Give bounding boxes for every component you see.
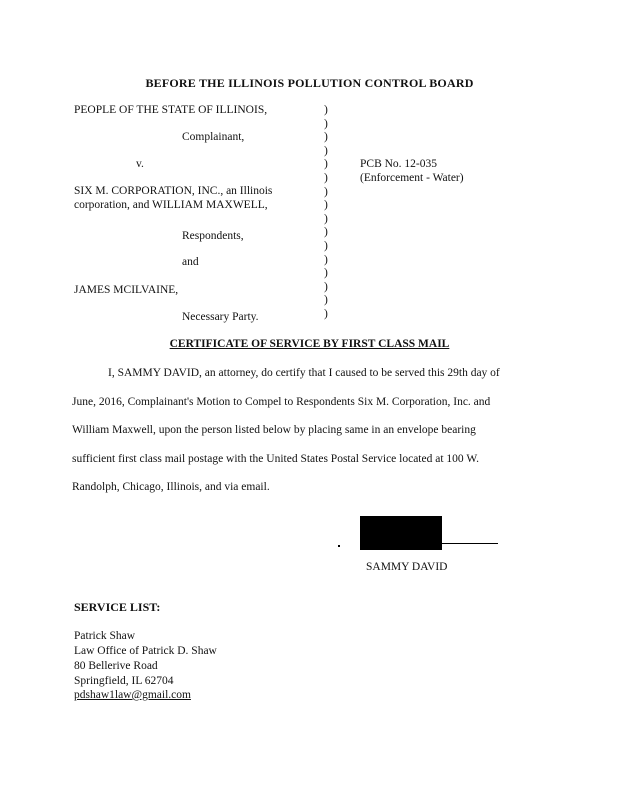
and-label: and	[182, 256, 199, 268]
plaintiff-role: Complainant,	[182, 131, 245, 143]
paren: )	[324, 117, 328, 130]
paren: )	[324, 199, 328, 212]
signature-mark	[338, 545, 340, 547]
plaintiff-name: PEOPLE OF THE STATE OF ILLINOIS,	[74, 104, 268, 116]
certificate-title: CERTIFICATE OF SERVICE BY FIRST CLASS MAIL	[169, 338, 450, 350]
paren: )	[324, 253, 328, 266]
case-type: (Enforcement - Water)	[360, 172, 464, 184]
necessary-party-name: JAMES MCILVAINE,	[74, 284, 179, 296]
body-line-1: I, SAMMY DAVID, an attorney, do certify that I caused to be served this 29th day of	[108, 367, 500, 379]
caption-paren-column	[324, 104, 328, 322]
body-line-5: Randolph, Chicago, Illinois, and via email.	[72, 481, 270, 493]
service-street: 80 Bellerive Road	[74, 660, 158, 672]
service-name: Patrick Shaw	[74, 630, 136, 642]
signature-redaction	[360, 516, 442, 550]
paren: )	[324, 131, 328, 144]
defendant-line-2: corporation, and WILLIAM MAXWELL,	[74, 199, 268, 211]
body-line-2: June, 2016, Complainant's Motion to Compel to Respondents Six M. Corporation, Inc. and	[72, 396, 491, 408]
defendant-line-1: SIX M. CORPORATION, INC., an Illinois	[74, 185, 273, 197]
paren: )	[324, 185, 328, 198]
paren: )	[324, 280, 328, 293]
paren: )	[324, 294, 328, 307]
versus-label: v.	[136, 158, 144, 170]
necessary-party-role: Necessary Party.	[182, 311, 259, 323]
paren: )	[324, 212, 328, 225]
signer-name: SAMMY DAVID	[366, 561, 448, 573]
paren: )	[324, 307, 328, 320]
service-firm: Law Office of Patrick D. Shaw	[74, 645, 217, 657]
paren: )	[324, 267, 328, 280]
case-number: PCB No. 12-035	[360, 158, 437, 170]
paren: )	[324, 104, 328, 116]
body-line-4: sufficient first class mail postage with the United States Postal Service located at 100 W.	[72, 453, 479, 465]
service-email-link[interactable]: pdshaw1law@gmail.com	[74, 689, 191, 701]
document-title: BEFORE THE ILLINOIS POLLUTION CONTROL BOARD	[145, 76, 474, 90]
service-city: Springfield, IL 62704	[74, 675, 174, 687]
service-list-heading: SERVICE LIST:	[74, 600, 161, 614]
paren: )	[324, 158, 328, 171]
signature-line	[442, 543, 498, 544]
body-line-3: William Maxwell, upon the person listed below by placing same in an envelope bearing	[72, 424, 476, 436]
paren: )	[324, 239, 328, 252]
defendant-role: Respondents,	[182, 230, 244, 242]
paren: )	[324, 171, 328, 184]
paren: )	[324, 226, 328, 239]
paren: )	[324, 144, 328, 157]
